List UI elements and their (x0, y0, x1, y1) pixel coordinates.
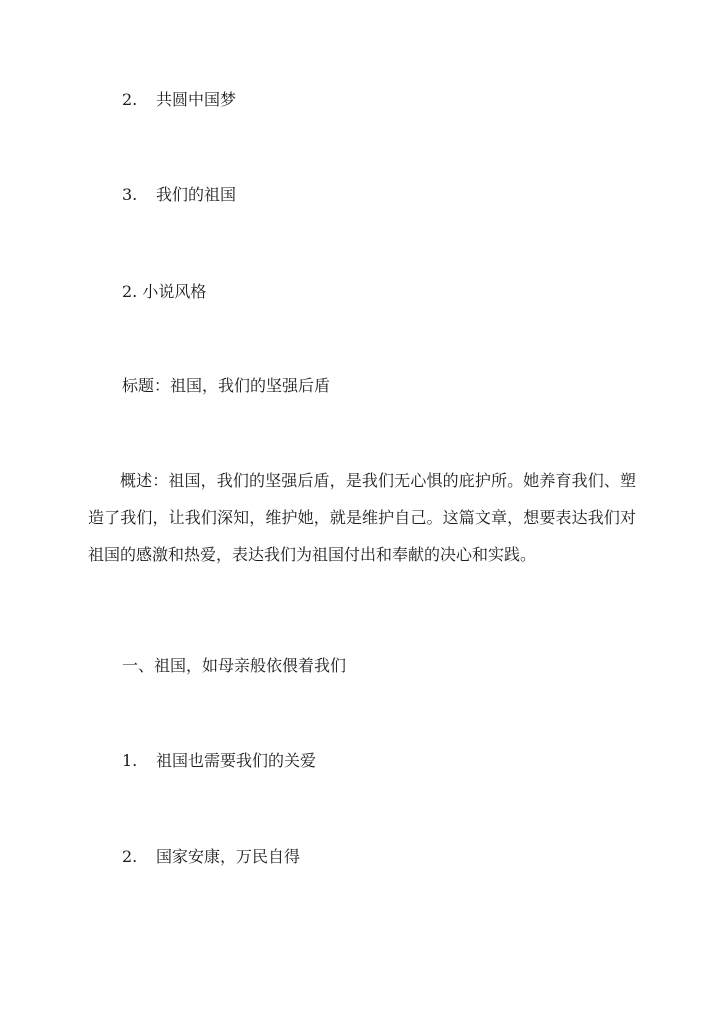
list-item-text: 祖国也需要我们的关爱 (156, 751, 317, 770)
list-item-number: 1. (122, 751, 138, 770)
list-item-number: 2. (122, 90, 138, 109)
list-item-text: 共圆中国梦 (156, 90, 237, 109)
list-item (122, 185, 236, 205)
list-item-number: 3. (122, 185, 138, 204)
list-item (122, 751, 316, 771)
list-item-text: 我们的祖国 (156, 185, 237, 204)
section-heading: 2. 小说风格 (122, 282, 207, 301)
list-item (122, 90, 236, 110)
title-line: 标题：祖国，我们的坚强后盾 (122, 376, 331, 395)
chapter-heading: 一、祖国，如母亲般依偎着我们 (122, 656, 347, 675)
list-item-number: 2. (122, 847, 138, 866)
summary-paragraph: 概述：祖国，我们的坚强后盾，是我们无心惧的庇护所。她养育我们、塑造了我们，让我们深知，维护她，就是维护自己。这篇文章，想要表达我们对祖国的感激和热爱，表达我们为祖国付出和奉献的决心和实践。 (88, 471, 636, 564)
list-item-text: 国家安康，万民自得 (156, 847, 301, 866)
list-item (122, 847, 300, 867)
